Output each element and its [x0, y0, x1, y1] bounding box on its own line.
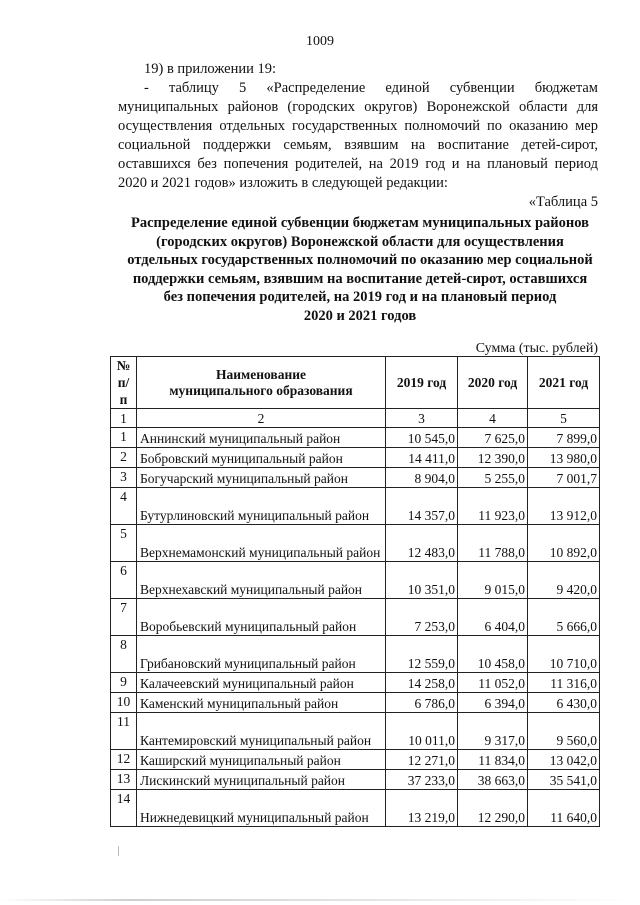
- title-line: поддержки семьям, взявшим на воспитание детей-сирот, оставшихся: [132, 270, 588, 287]
- municipality-name: Аннинский муниципальный район: [137, 428, 386, 448]
- table-row: [111, 562, 600, 599]
- header-row: [111, 357, 600, 409]
- intro-text: [118, 60, 598, 212]
- value-2020: 12 390,0: [458, 448, 528, 468]
- title-line: Распределение единой субвенции бюджетам муниципальных районов: [131, 215, 589, 231]
- table-row: [111, 770, 600, 790]
- value-2019: 10 011,0: [386, 713, 458, 750]
- scan-edge: [0, 899, 640, 901]
- municipality-name: Верхнехавский муниципальный район: [137, 562, 386, 599]
- row-number: 9: [111, 673, 137, 693]
- value-2021: 9 560,0: [528, 713, 600, 750]
- value-2019: 10 545,0: [386, 428, 458, 448]
- municipality-name: Бобровский муниципальный район: [137, 448, 386, 468]
- header-2020: 2020 год: [458, 357, 528, 409]
- table-row: [111, 428, 600, 448]
- municipality-name: Кантемировский муниципальный район: [137, 713, 386, 750]
- value-2019: 12 483,0: [386, 525, 458, 562]
- row-number: 7: [111, 599, 137, 636]
- municipality-name: Каширский муниципальный район: [137, 750, 386, 770]
- value-2019: 12 559,0: [386, 636, 458, 673]
- value-2020: 6 404,0: [458, 599, 528, 636]
- value-2020: 5 255,0: [458, 468, 528, 488]
- column-index-row: [111, 409, 600, 428]
- header-name: Наименование муниципального образования: [137, 357, 386, 409]
- value-2021: 13 042,0: [528, 750, 600, 770]
- value-2020: 11 834,0: [458, 750, 528, 770]
- page-number: 1009: [306, 34, 334, 49]
- value-2019: 7 253,0: [386, 599, 458, 636]
- table-row: [111, 599, 600, 636]
- row-number: 3: [111, 468, 137, 488]
- value-2019: 14 357,0: [386, 488, 458, 525]
- value-2021: 10 710,0: [528, 636, 600, 673]
- column-index: 3: [386, 409, 458, 428]
- value-2020: 38 663,0: [458, 770, 528, 790]
- value-2021: 6 430,0: [528, 693, 600, 713]
- municipality-name: Бутурлиновский муниципальный район: [137, 488, 386, 525]
- header-number: № п/п: [111, 357, 137, 409]
- value-2021: 13 912,0: [528, 488, 600, 525]
- value-2021: 5 666,0: [528, 599, 600, 636]
- title-line: 2020 и 2021 годов: [303, 307, 417, 324]
- row-number: 8: [111, 636, 137, 673]
- value-2021: 7 001,7: [528, 468, 600, 488]
- column-index: 4: [458, 409, 528, 428]
- municipality-name: Калачеевский муниципальный район: [137, 673, 386, 693]
- municipality-name: Каменский муниципальный район: [137, 693, 386, 713]
- table-row: [111, 713, 600, 750]
- value-2020: 9 317,0: [458, 713, 528, 750]
- value-2021: 9 420,0: [528, 562, 600, 599]
- value-2020: 6 394,0: [458, 693, 528, 713]
- title-line: отдельных государственных полномочий по оказанию мер социальной: [127, 252, 593, 268]
- value-2019: 37 233,0: [386, 770, 458, 790]
- table-title: [110, 214, 610, 325]
- value-2021: 11 316,0: [528, 673, 600, 693]
- scan-mark: [118, 846, 119, 856]
- row-number: 6: [111, 562, 137, 599]
- value-2020: 11 923,0: [458, 488, 528, 525]
- row-number: 14: [111, 790, 137, 827]
- table-row: [111, 636, 600, 673]
- value-2020: 11 052,0: [458, 673, 528, 693]
- column-index: 2: [137, 409, 386, 428]
- table-row: [111, 673, 600, 693]
- municipality-name: Нижнедевицкий муниципальный район: [137, 790, 386, 827]
- table-row: [111, 693, 600, 713]
- value-2020: 11 788,0: [458, 525, 528, 562]
- value-2019: 10 351,0: [386, 562, 458, 599]
- column-index: 1: [111, 409, 137, 428]
- row-number: 12: [111, 750, 137, 770]
- value-2019: 13 219,0: [386, 790, 458, 827]
- subvention-table: [110, 356, 600, 827]
- intro-body: - таблицу 5 «Распределение единой субвенции бюджетам муниципальных районов (городских округов) Воронежской области для осуществления отдельных государственных полномочий по оказанию мер социальной поддержки семьям, взявшим на воспитание детей-сирот, оставшихся без попечения родителей, на 2019 год и на плановый период 2020 и 2021 годов» изложить в следующей редакции:: [118, 80, 598, 191]
- value-2020: 10 458,0: [458, 636, 528, 673]
- value-2020: 12 290,0: [458, 790, 528, 827]
- table-row: [111, 448, 600, 468]
- row-number: 13: [111, 770, 137, 790]
- header-2019: 2019 год: [386, 357, 458, 409]
- row-number: 2: [111, 448, 137, 468]
- table-row: [111, 488, 600, 525]
- municipality-name: Богучарский муниципальный район: [137, 468, 386, 488]
- table-row: [111, 468, 600, 488]
- row-number: 1: [111, 428, 137, 448]
- row-number: 4: [111, 488, 137, 525]
- value-2019: 12 271,0: [386, 750, 458, 770]
- row-number: 10: [111, 693, 137, 713]
- column-index: 5: [528, 409, 600, 428]
- municipality-name: Лискинский муниципальный район: [137, 770, 386, 790]
- value-2020: 7 625,0: [458, 428, 528, 448]
- value-2019: 14 411,0: [386, 448, 458, 468]
- value-2021: 7 899,0: [528, 428, 600, 448]
- title-line: (городских округов) Воронежской области для осуществления: [156, 233, 564, 250]
- value-2021: 11 640,0: [528, 790, 600, 827]
- value-2019: 8 904,0: [386, 468, 458, 488]
- value-2019: 6 786,0: [386, 693, 458, 713]
- value-2020: 9 015,0: [458, 562, 528, 599]
- title-line: без попечения родителей, на 2019 год и на плановый период: [163, 289, 557, 305]
- table-row: [111, 525, 600, 562]
- table-row: [111, 790, 600, 827]
- municipality-name: Грибановский муниципальный район: [137, 636, 386, 673]
- value-2021: 13 980,0: [528, 448, 600, 468]
- value-2021: 10 892,0: [528, 525, 600, 562]
- row-number: 5: [111, 525, 137, 562]
- table-reference: «Таблица 5: [528, 194, 598, 210]
- value-2021: 35 541,0: [528, 770, 600, 790]
- row-number: 11: [111, 713, 137, 750]
- units-caption: Сумма (тыс. рублей): [475, 341, 598, 356]
- value-2019: 14 258,0: [386, 673, 458, 693]
- table-row: [111, 750, 600, 770]
- municipality-name: Воробьевский муниципальный район: [137, 599, 386, 636]
- intro-item-line: 19) в приложении 19:: [144, 61, 277, 77]
- header-2021: 2021 год: [528, 357, 600, 409]
- municipality-name: Верхнемамонский муниципальный район: [137, 525, 386, 562]
